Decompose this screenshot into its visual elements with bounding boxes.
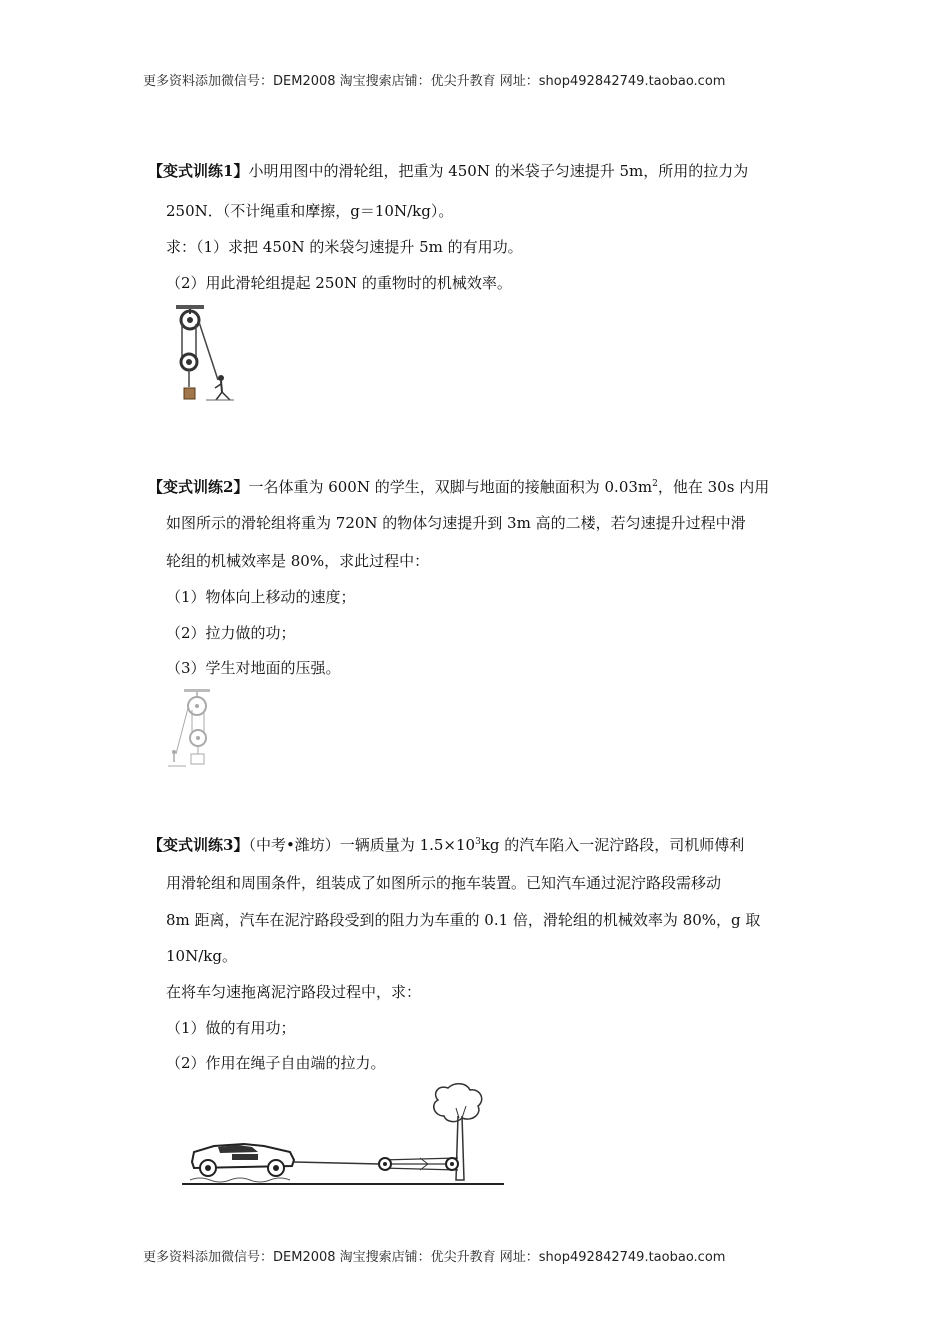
- q2-label: 【变式训练2】: [148, 478, 249, 496]
- q3-line-2: 用滑轮组和周围条件，组装成了如图所示的拖车装置。已知汽车通过泥泞路段需移动: [166, 874, 722, 892]
- q1-line-1: 【变式训练1】小明用图中的滑轮组，把重为 450N 的米袋子匀速提升 5m，所用的拉力为: [148, 162, 749, 180]
- q1-line-4: （2）用此滑轮组提起 250N 的重物时的机械效率。: [166, 274, 512, 292]
- q1-label: 【变式训练1】: [148, 162, 249, 180]
- q3-line-7: （2）作用在绳子自由端的拉力。: [166, 1054, 386, 1072]
- q1-pulley-figure: [170, 302, 240, 406]
- q1-line-2: 250N．（不计绳重和摩擦，g＝10N/kg）。: [166, 202, 454, 220]
- page-footer: 更多资料添加微信号：DEM2008 淘宝搜索店铺：优尖升教育 网址：shop492842749.taobao.com: [143, 1250, 726, 1265]
- q3-line-6: （1）做的有用功；: [166, 1019, 296, 1037]
- q3-line-4: 10N/kg。: [166, 947, 237, 965]
- q2-line-1: 【变式训练2】一名体重为 600N 的学生，双脚与地面的接触面积为 $0.03m^2$，他在 30s 内用: [148, 478, 770, 496]
- q2-line-3: 轮组的机械效率是 80%，求此过程中：: [166, 552, 430, 570]
- q3-line-1: 【变式训练3】（中考•潍坊）一辆质量为 $1.5\times 10^3kg$ 的汽车陷入一泥泞路段，司机师傅利: [148, 836, 745, 854]
- q3-label: 【变式训练3】: [148, 836, 249, 854]
- q3-line-3: 8m 距离，汽车在泥泞路段受到的阻力为车重的 0.1 倍，滑轮组的机械效率为 80%，g 取: [166, 911, 761, 929]
- page-header: 更多资料添加微信号：DEM2008 淘宝搜索店铺：优尖升教育 网址：shop492842749.taobao.com: [143, 74, 726, 89]
- q3-towing-figure: [180, 1080, 510, 1192]
- q2-line-2: 如图所示的滑轮组将重为 720N 的物体匀速提升到 3m 高的二楼，若匀速提升过程中滑: [166, 514, 746, 532]
- q1-line-3: 求：（1）求把 450N 的米袋匀速提升 5m 的有用功。: [166, 238, 523, 256]
- q2-line-4: （1）物体向上移动的速度；: [166, 588, 356, 606]
- q3-line-5: 在将车匀速拖离泥泞路段过程中，求：: [166, 983, 422, 1001]
- q2-line-5: （2）拉力做的功；: [166, 624, 296, 642]
- q2-pulley-figure: [164, 688, 216, 770]
- q2-line-6: （3）学生对地面的压强。: [166, 659, 341, 677]
